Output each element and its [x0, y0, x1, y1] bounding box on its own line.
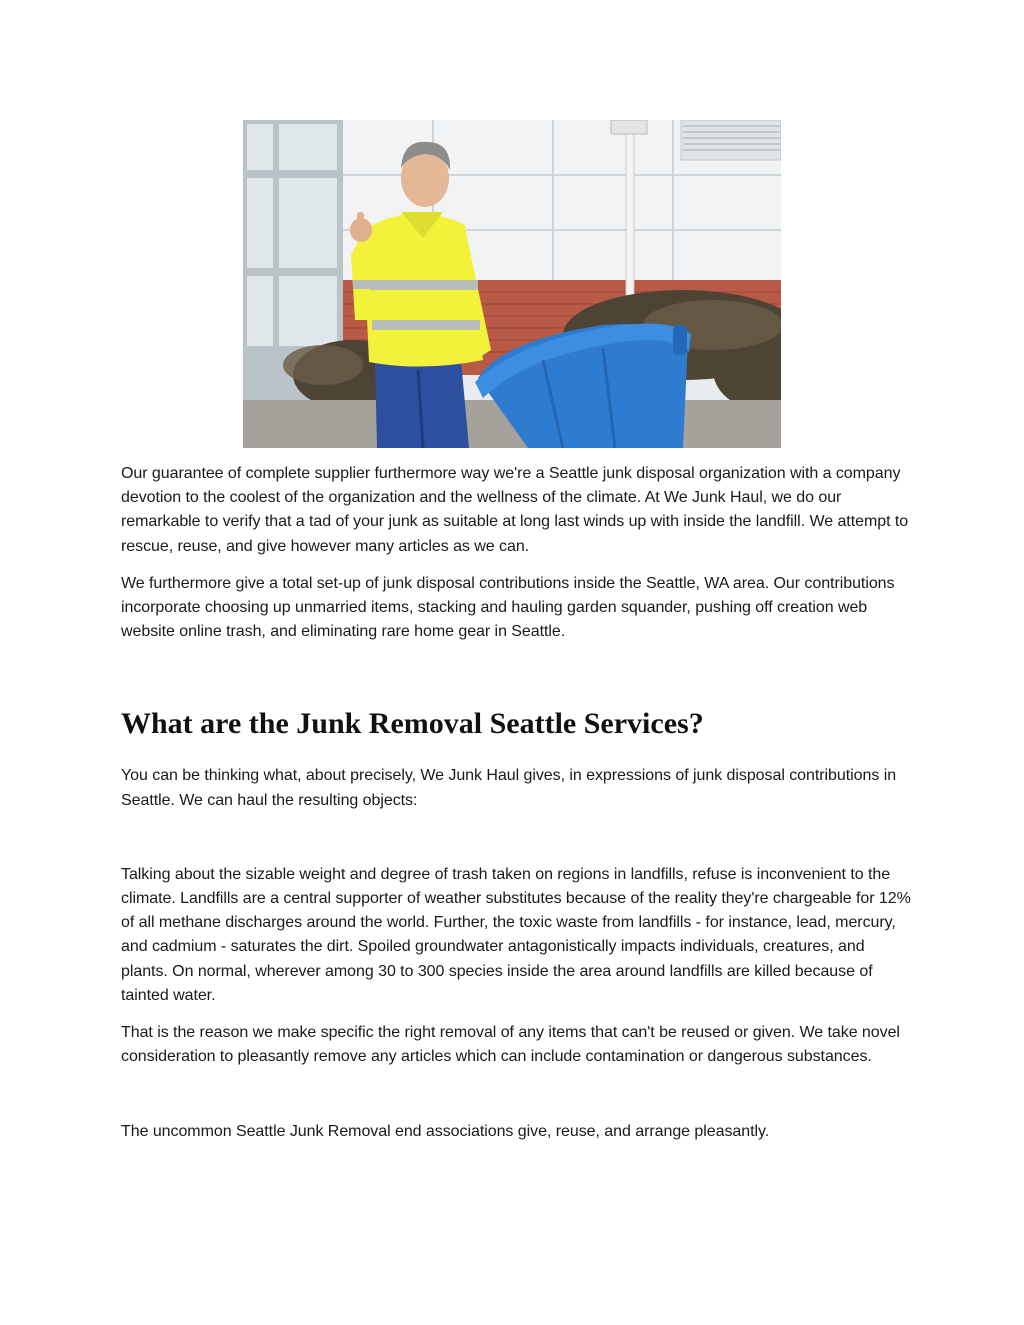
article-body: [121, 462, 911, 1145]
services-area-paragraph: We furthermore give a total set-up of junk disposal contributions inside the Seattle, WA area. Our contributions incorporate choosing up unmarried items, stacking and hauling garden squander, pushing off creation web website online trash, and eliminating rare home gear in Seattle.: [121, 574, 895, 641]
removal-paragraph: That is the reason we make specific the right removal of any items that can't be reused or given. We take novel consideration to pleasantly remove any articles which can include contamination or dangerous substances.: [121, 1024, 900, 1066]
services-intro-paragraph: You can be thinking what, about precisely, We Junk Haul gives, in expressions of junk disposal contributions in Seattle. We can haul the resulting objects:: [121, 767, 897, 809]
landfill-paragraph: Talking about the sizable weight and degree of trash taken on regions in landfills, refuse is inconvenient to the climate. Landfills are a central supporter of weather substitutes because of the reality they're chargeable for 12% of all methane discharges around the world. Further, the toxic waste from landfills - for instance, lead, mercury, and cadmium - saturates the dirt. Spoiled groundwater antagonistically impacts individuals, creatures, and plants. On normal, wherever among 30 to 300 species inside the area around landfills are killed because of tainted water.: [121, 865, 911, 1004]
intro-paragraph: Our guarantee of complete supplier furthermore way we're a Seattle junk disposal organization with a company devotion to the coolest of the organization and the wellness of the climate. At We Junk Haul, we do our remarkable to verify that a tad of your junk as suitable at long last winds up with inside the landfill. We attempt to rescue, reuse, and give however many articles as we can.: [121, 465, 909, 555]
closing-paragraph: The uncommon Seattle Junk Removal end associations give, reuse, and arrange pleasantly.: [121, 1123, 770, 1141]
section-heading: What are the Junk Removal Seattle Services?: [121, 707, 704, 741]
worker-with-blue-bin-photo: [243, 120, 781, 448]
